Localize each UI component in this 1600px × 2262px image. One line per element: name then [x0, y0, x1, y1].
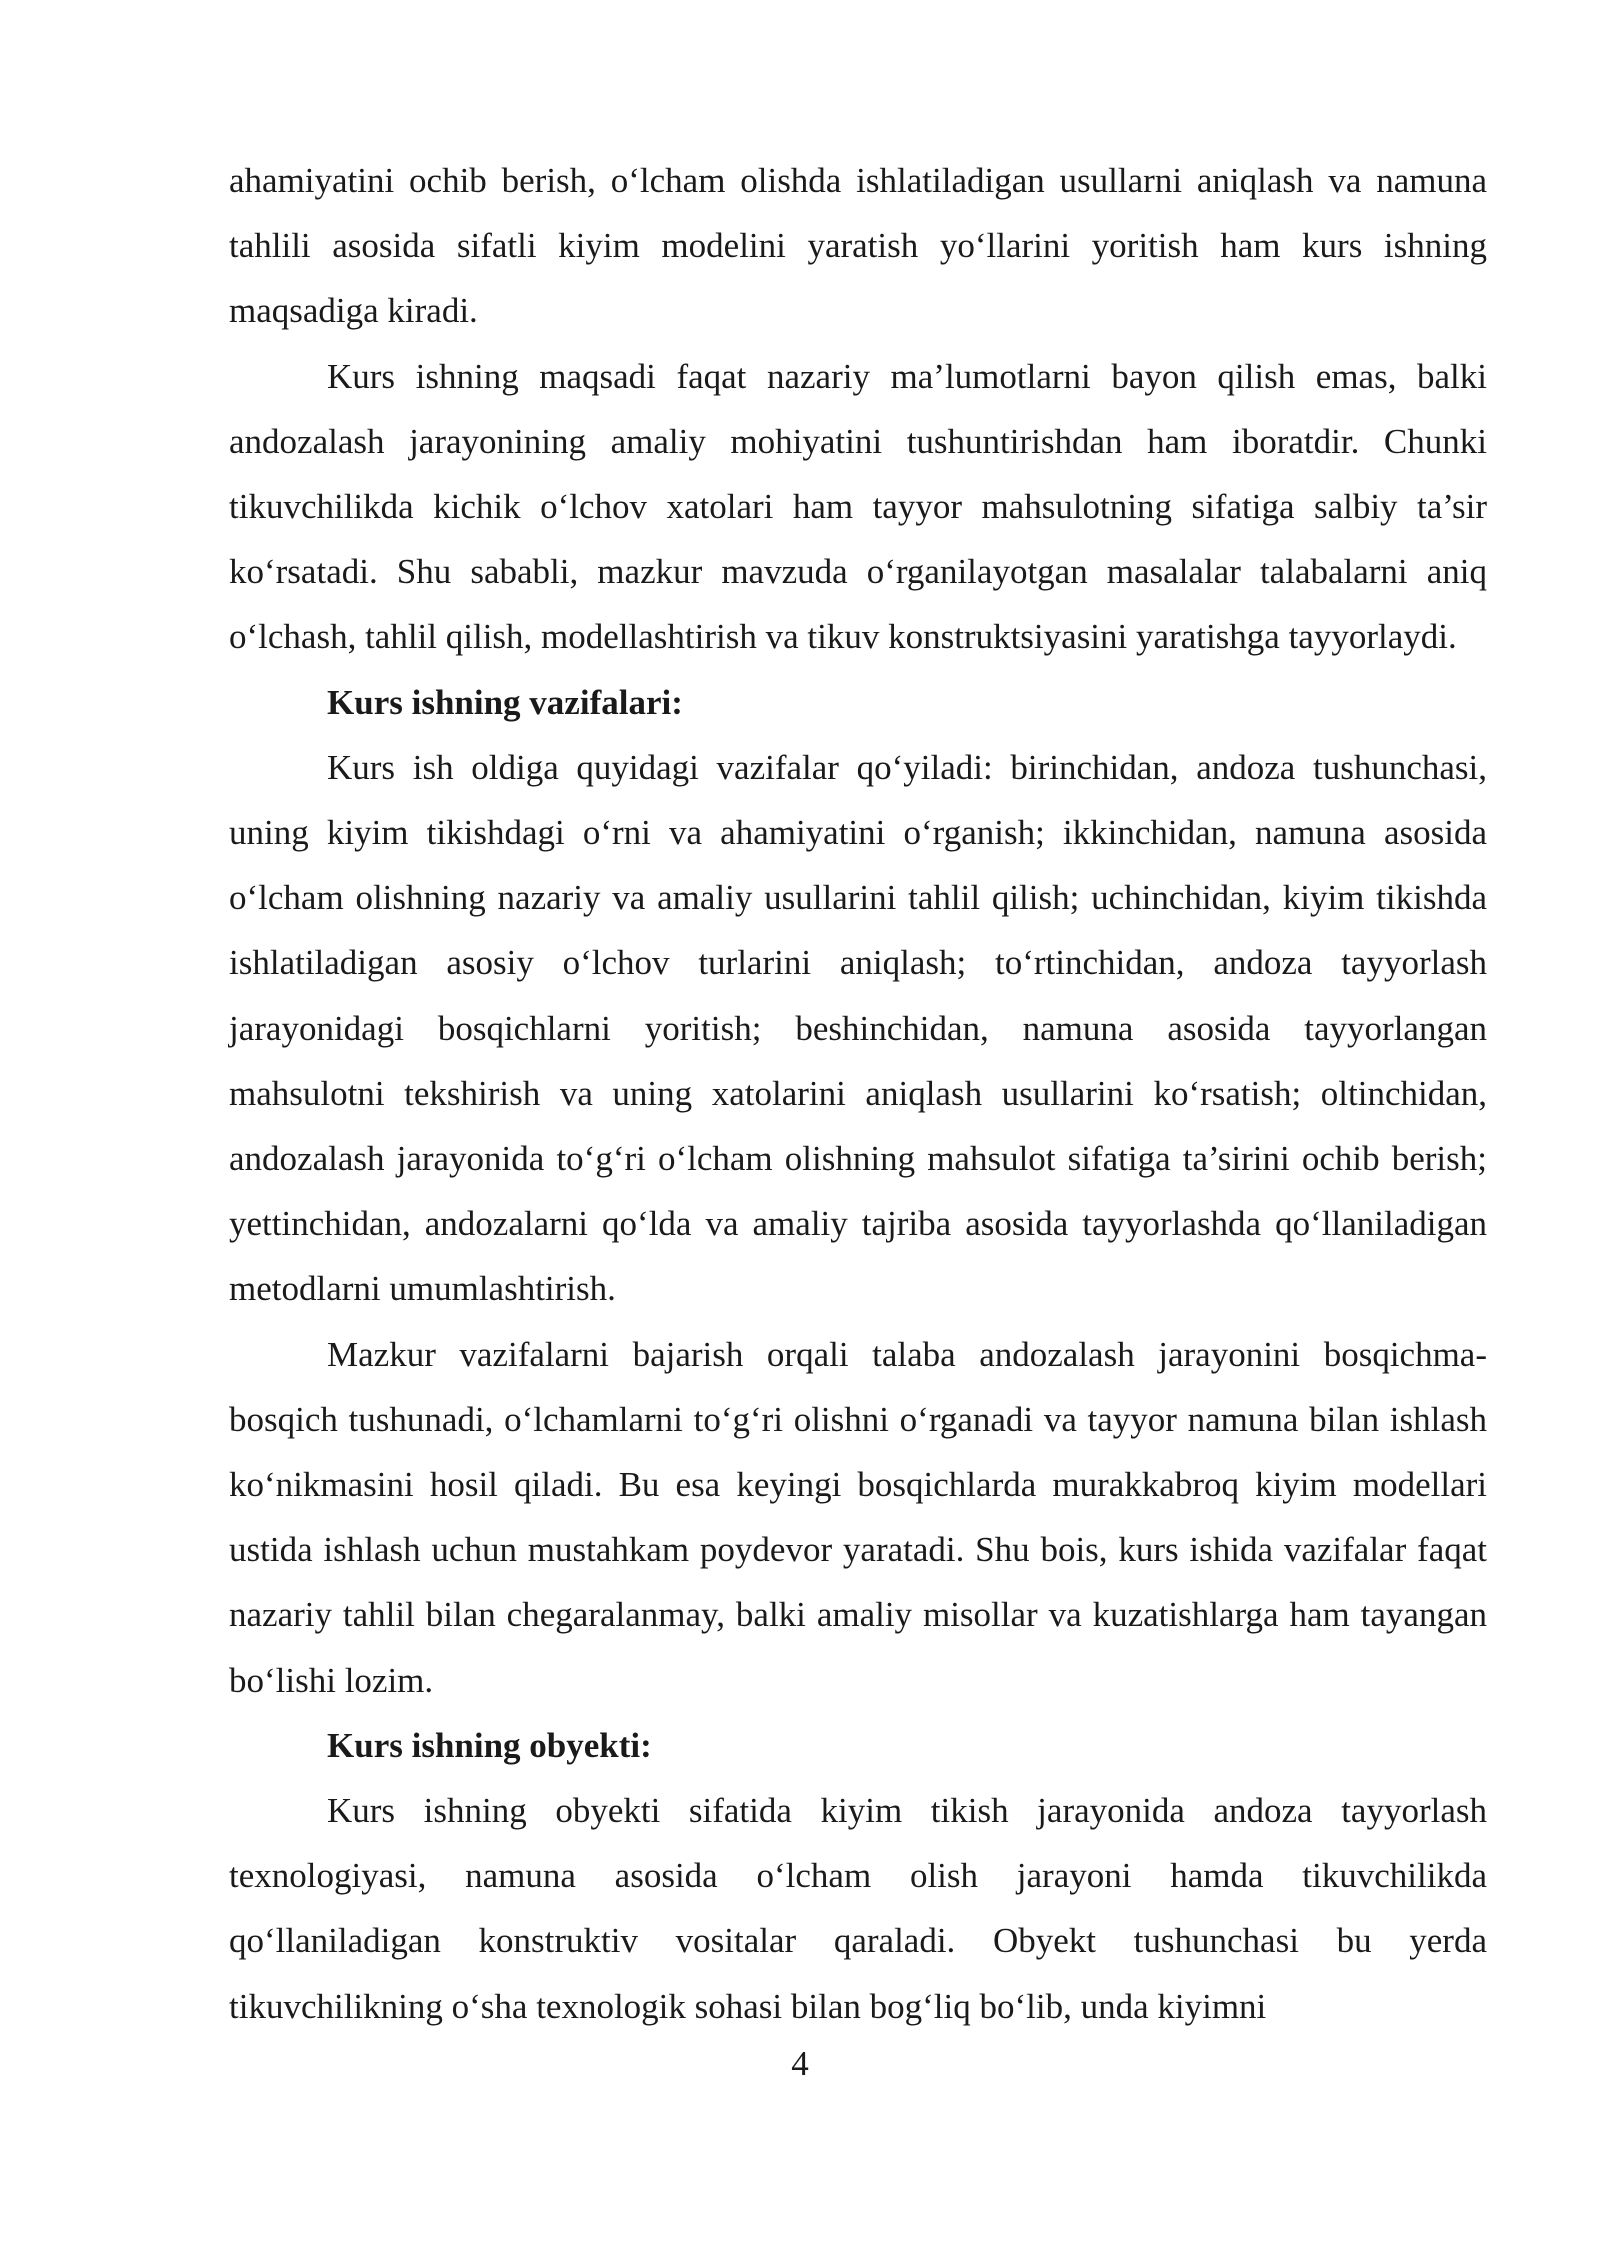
heading-object: Kurs ishning obyekti:: [327, 1725, 652, 1765]
paragraph-intro-continuation: ahamiyatini ochib berish, o‘lcham olishda ishlatiladigan usullarni aniqlash va namuna tahlili asosida sifatli kiyim modelini yaratish yo‘llarini yoritish ham kurs ishning maqsadiga kiradi.: [229, 161, 1487, 331]
page-number: 4: [791, 2044, 809, 2083]
paragraph-tasks-outcome: Mazkur vazifalarni bajarish orqali talaba andozalash jarayonini bosqichma-bosqich tushunadi, o‘lchamlarni to‘g‘ri olishni o‘rganadi va tayyor namuna bilan ishlash ko‘nikmasini hosil qiladi. Bu esa keyingi bosqichlarda murakkabroq kiyim modellari ustida ishlash uchun mustahkam poydevor yaratadi. Shu bois, kurs ishida vazifalar faqat nazariy tahlil bilan chegaralanmay, balki amaliy misollar va kuzatishlarga ham tayangan bo‘lishi lozim.: [229, 1334, 1487, 1700]
paragraph-object: Kurs ishning obyekti sifatida kiyim tikish jarayonida andoza tayyorlash texnologiyasi, namuna asosida o‘lcham olish jarayoni hamda tikuvchilikda qo‘llaniladigan konstruktiv vositalar qaraladi. Obyekt tushunchasi bu yerda tikuvchilikning o‘sha texnologik sohasi bilan bog‘liq bo‘lib, unda kiyimni: [229, 1791, 1487, 2026]
document-page: [229, 148, 1487, 2039]
paragraph-purpose: Kurs ishning maqsadi faqat nazariy ma’lumotlarni bayon qilish emas, balki andozalash jarayonining amaliy mohiyatini tushuntirishdan ham iboratdir. Chunki tikuvchilikda kichik o‘lchov xatolari ham tayyor mahsulotning sifatiga salbiy ta’sir ko‘rsatadi. Shu sababli, mazkur mavzuda o‘rganilayotgan masalalar talabalarni aniq o‘lchash, tahlil qilish, modellashtirish va tikuv konstruktsiyasini yaratishga tayyorlaydi.: [229, 356, 1487, 657]
paragraph-tasks-list: Kurs ish oldiga quyidagi vazifalar qo‘yiladi: birinchidan, andoza tushunchasi, uning kiyim tikishdagi o‘rni va ahamiyatini o‘rganish; ikkinchidan, namuna asosida o‘lcham olishning nazariy va amaliy usullarini tahlil qilish; uchinchidan, kiyim tikishda ishlatiladigan asosiy o‘lchov turlarini aniqlash; to‘rtinchidan, andoza tayyorlash jarayonidagi bosqichlarni yoritish; beshinchidan, namuna asosida tayyorlangan mahsulotni tekshirish va uning xatolarini aniqlash usullarini ko‘rsatish; oltinchidan, andozalash jarayonida to‘g‘ri o‘lcham olishning mahsulot sifatiga ta’sirini ochib berish; yettinchidan, andozalarni qo‘lda va amaliy tajriba asosida tayyorlashda qo‘llaniladigan metodlarni umumlashtirish.: [229, 747, 1487, 1309]
heading-tasks: Kurs ishning vazifalari:: [327, 682, 683, 722]
